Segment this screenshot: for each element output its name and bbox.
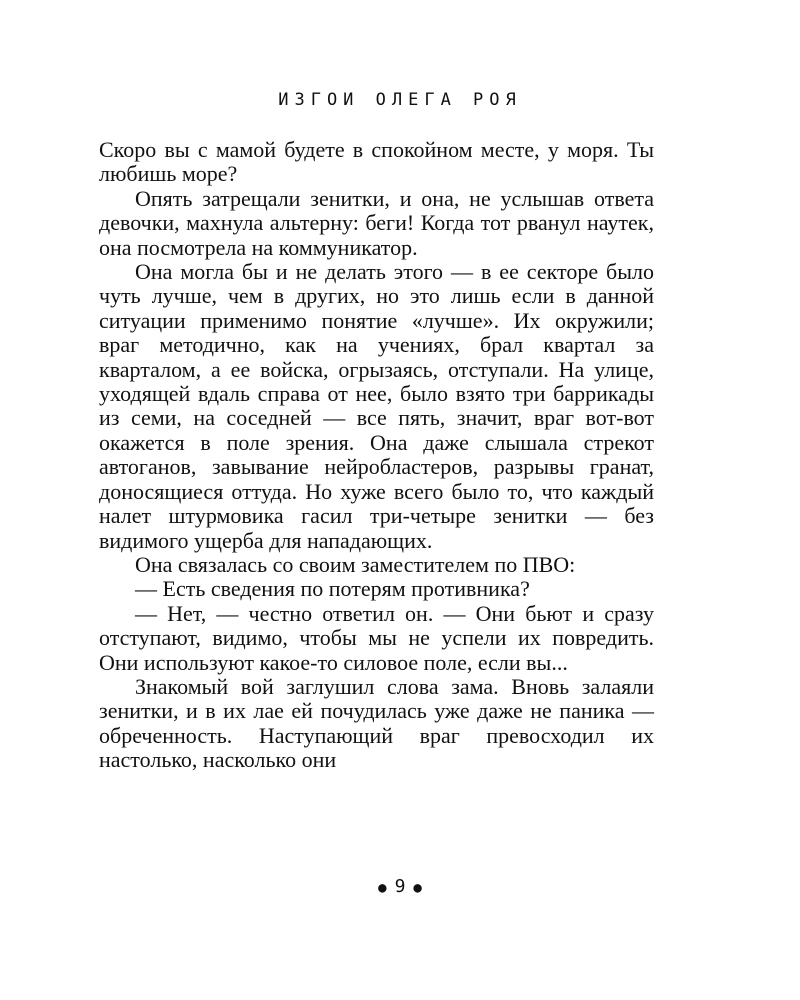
bullet-icon: ●: [378, 880, 387, 896]
paragraph: Она связалась со своим заместителем по ПВО:: [135, 551, 576, 577]
body-text: [99, 138, 654, 773]
paragraph: — Есть сведения по потерям противника?: [135, 576, 530, 602]
paragraph: Опять затрещали зенитки, и она, не услышав ответа девочки, махнула альтерну: беги! Когда тот рванул наутек, она посмотрела на коммуникатор.: [99, 185, 654, 260]
paragraph: Знакомый вой заглушил слова зама. Вновь залаяли зенитки, и в их лае ей почудилась уже даже не паника — обреченность. Наступающий враг превосходил их настолько, насколько они: [99, 673, 654, 773]
running-header: ИЗГОИ ОЛЕГА РОЯ: [278, 90, 522, 110]
paragraph: Она могла бы и не делать этого — в ее секторе было чуть лучше, чем в других, но это лишь если в данной ситуации применимо понятие «лучше». Их окружили; враг методично, как на учениях, брал квартал за кварталом, а ее войска, огрызаясь, отступали. На улице, уходящей вдаль справа от нее, было взято три баррикады из семи, на соседней — все пять, значит, враг вот-вот окажется в поле зрения. Она даже слышала стрекот автоганов, завывание нейробластеров, разрывы гранат, доносящиеся оттуда. Но хуже всего было то, что каждый налет штурмовика гасил три-четыре зенитки — без видимого ущерба для нападающих.: [99, 259, 654, 553]
page-number-footer: [0, 876, 800, 897]
page-number: 9: [394, 876, 406, 897]
paragraph: — Нет, — честно ответил он. — Они бьют и сразу отступают, видимо, чтобы мы не успели их повредить. Они используют какое-то силовое поле, если вы...: [99, 600, 654, 675]
paragraph: Скоро вы с мамой будете в спокойном месте, у моря. Ты любишь море?: [99, 137, 654, 187]
bullet-icon: ●: [413, 880, 422, 896]
